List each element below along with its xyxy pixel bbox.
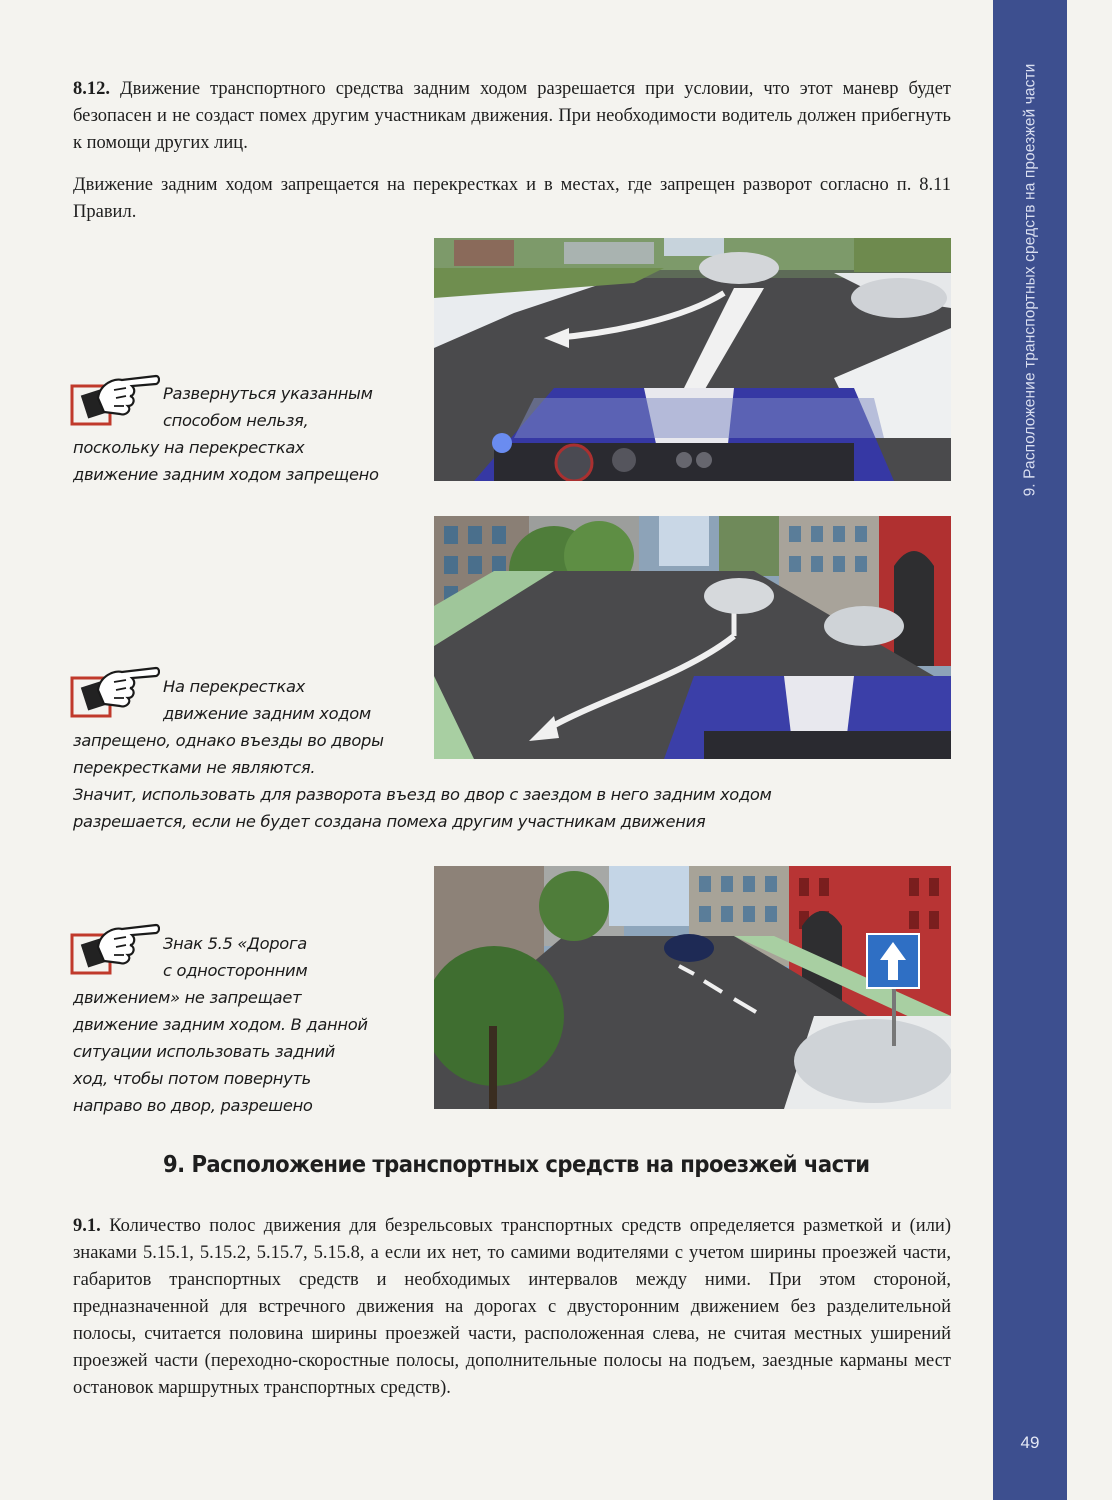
note-line: направо во двор, разрешено [73,1096,313,1115]
note-line: Значит, использовать для разворота въезд во двор с заездом в него задним ходом [73,785,772,804]
note-line: разрешается, если не будет создана помеха другим участникам движения [73,812,706,831]
note-line: движение задним ходом запрещено [73,465,379,484]
note-intersection-reverse [73,380,379,488]
illustration-intersection [434,238,951,481]
paragraph-9-1 [73,1213,951,1402]
note-line: ход, чтобы потом повернуть [73,1069,311,1088]
note-line: Развернуться указанным [163,384,373,403]
note-line: Знак 5.5 «Дорога [163,934,307,953]
note-one-way-sign [73,930,368,1119]
chapter-side-tab [993,0,1067,1500]
note-line: движение задним ходом. В данной [73,1015,368,1034]
note-line: На перекрестках [163,677,305,696]
illustration-one-way-road [434,866,951,1109]
paragraph-text: Движение задним ходом запрещается на перекрестках и в местах, где запрещен разворот согласно п. 8.11 Правил. [73,175,951,222]
page-number: 49 [1020,1433,1040,1452]
paragraph-text: Движение транспортного средства задним ходом разрешается при условии, что этот маневр будет безопасен и не создаст помех другим участникам движения. При необходимости водитель должен прибегнуть к помощи других лиц. [73,79,952,153]
paragraph-8-12 [73,76,951,157]
note-line: способом нельзя, [163,411,309,430]
paragraph-8-12-restriction [73,172,951,226]
note-line: запрещено, однако въезды во дворы [73,731,384,750]
note-line: поскольку на перекрестках [73,438,305,457]
note-line: ситуации использовать задний [73,1042,335,1061]
paragraph-number: 8.12. [73,79,110,99]
paragraph-number: 9.1. [73,1216,101,1236]
note-line: с односторонним [163,961,308,980]
note-line: движение задним ходом [163,704,371,723]
paragraph-text: Количество полос движения для безрельсовых транспортных средств определяется разметкой и (или) знаками 5.15.1, 5.15.2, 5.15.7, 5.15.8, а если их нет, то самими водителями с учетом ширины проезжей части, габаритов транспортных средств и необходимых интервалов между ними. При этом стороной, предназначенной для встречного движения на дорогах с двусторонним движением без разделительной полосы, считается половина ширины проезжей части, расположенная слева, не считая местных уширений проезжей части (переходно-скоростные полосы, дополнительные полосы на подъем, заездные карманы мест остановок маршрутных транспортных средств). [73,1216,951,1398]
note-line: движением» не запрещает [73,988,302,1007]
note-courtyard-entry [73,673,772,835]
section-heading: 9. Расположение транспортных средств на проезжей части [163,1152,870,1178]
note-line: перекрестками не являются. [73,758,316,777]
chapter-title-vertical: 9. Расположение транспортных средств на проезжей части [1021,63,1039,497]
